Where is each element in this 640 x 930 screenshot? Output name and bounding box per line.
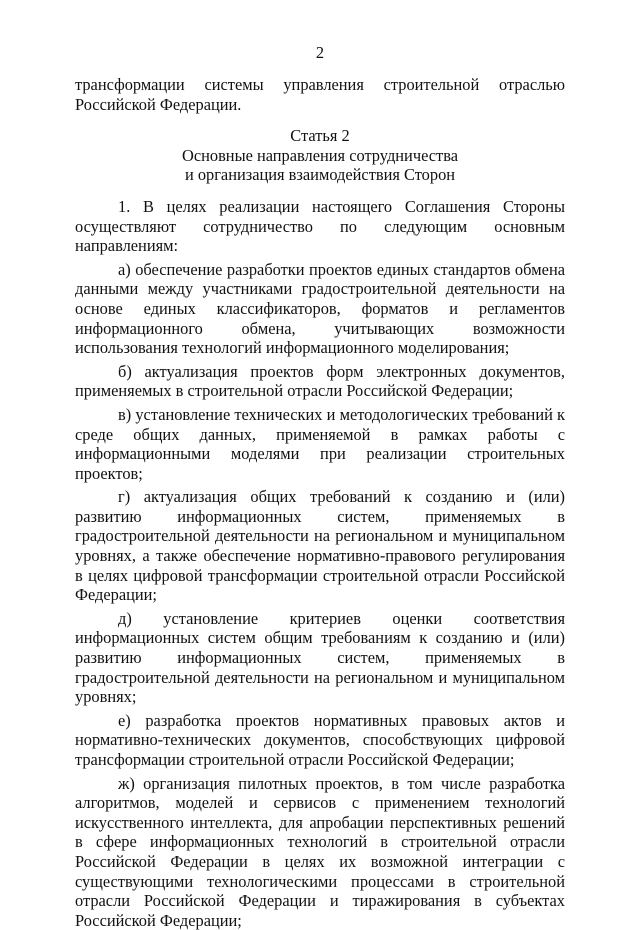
page-number: 2 (315, 43, 325, 62)
subclause-b: б) актуализация проектов форм электронных документов, применяемых в строительной отрасли Российской Федерации; (75, 361, 565, 401)
subclause-e: е) разработка проектов нормативных правовых актов и нормативно-технических документов, способствующих цифровой трансформации строительной отрасли Российской Федерации; (75, 710, 565, 769)
intro-paragraph: трансформации системы управления строительной отраслью Российской Федерации. (75, 75, 565, 114)
subclause-v: в) установление технических и методологических требований к среде общих данных, применяемой в рамках работы с информационными моделями при реализации строительных проектов; (75, 404, 565, 483)
article-number: Статья 2 (290, 126, 350, 146)
clause-1: 1. В целях реализации настоящего Соглашения Стороны осуществляют сотрудничество по следующим основным направлениям: (75, 196, 565, 256)
article-header (75, 126, 565, 185)
article-title-line-2: и организация взаимодействия Сторон (184, 165, 456, 185)
article-title-line-1: Основные направления сотрудничества (181, 145, 458, 165)
subclause-a: а) обеспечение разработки проектов единых стандартов обмена данными между участниками градостроительной деятельности на основе единых классификаторов, форматов и регламентов информационного обмена, учитывающих возможности использования технологий информационного моделирования; (75, 259, 565, 358)
subclause-d: д) установление критериев оценки соответствия информационных систем общим требованиям к созданию и (или) развитию информационных систем, применяемых в градостроительной деятельности на региональном и муниципальном уровнях; (75, 608, 565, 707)
subclause-g: г) актуализация общих требований к созданию и (или) развитию информационных систем, применяемых в градостроительной деятельности на региональном и муниципальном уровнях, а также обеспечение нормативно-правового регулирования в целях цифровой трансформации строительной отрасли Российской Федерации; (75, 487, 565, 605)
subclause-zh: ж) организация пилотных проектов, в том числе разработка алгоритмов, моделей и сервисов с применением технологий искусственного интеллекта, для апробации перспективных решений в сфере информационных технологий в строительной отрасли Российской Федерации в целях их возможной интеграции с существующими технологическими процессами в строительной отрасли Российской Федерации и тиражирования в субъектах Российской Федерации; (75, 773, 565, 930)
document-body (75, 75, 565, 930)
